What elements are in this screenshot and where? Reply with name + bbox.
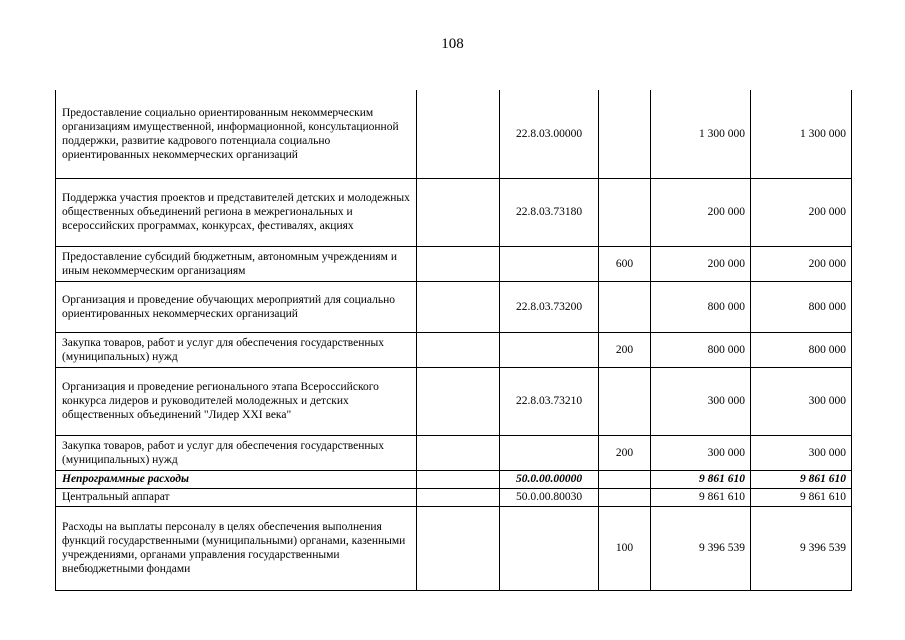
row-name: Организация и проведение регионального этапа Всероссийского конкурса лидеров и руководителей молодежных и детских общественных объединений "Лидер XXI века" [56, 367, 417, 435]
row-vr: 100 [599, 506, 651, 590]
row-vr [599, 281, 651, 332]
row-name: Закупка товаров, работ и услуг для обеспечения государственных (муниципальных) нужд [56, 435, 417, 470]
row-ved [417, 90, 500, 178]
budget-table [55, 90, 852, 591]
row-vr [599, 488, 651, 506]
row-sum2: 1 300 000 [751, 90, 852, 178]
table-row [56, 281, 852, 332]
table-row [56, 332, 852, 367]
row-vr [599, 178, 651, 246]
row-ved [417, 246, 500, 281]
table-row [56, 90, 852, 178]
row-sum1: 1 300 000 [651, 90, 751, 178]
row-vr [599, 470, 651, 488]
row-ved [417, 178, 500, 246]
row-sum2: 800 000 [751, 281, 852, 332]
row-sum1: 300 000 [651, 435, 751, 470]
row-name: Непрограммные расходы [56, 470, 417, 488]
row-sum1: 800 000 [651, 332, 751, 367]
table-row [56, 246, 852, 281]
row-csr: 50.0.00.80030 [500, 488, 599, 506]
row-sum1: 200 000 [651, 178, 751, 246]
row-vr [599, 90, 651, 178]
row-sum2: 9 861 610 [751, 470, 852, 488]
row-csr: 22.8.03.00000 [500, 90, 599, 178]
page-number: 108 [441, 36, 464, 52]
row-csr: 22.8.03.73210 [500, 367, 599, 435]
row-sum1: 9 396 539 [651, 506, 751, 590]
table-row [56, 367, 852, 435]
row-sum1: 300 000 [651, 367, 751, 435]
row-csr [500, 246, 599, 281]
row-csr: 22.8.03.73180 [500, 178, 599, 246]
row-sum2: 9 396 539 [751, 506, 852, 590]
row-vr [599, 367, 651, 435]
row-ved [417, 367, 500, 435]
row-name: Центральный аппарат [56, 488, 417, 506]
row-name: Предоставление социально ориентированным некоммерческим организациям имущественной, информационной, консультационной поддержки, развитие кадрового потенциала социально ориентированных некоммерческих организаций [56, 90, 417, 178]
row-ved [417, 435, 500, 470]
row-vr: 600 [599, 246, 651, 281]
table-row [56, 178, 852, 246]
row-sum1: 800 000 [651, 281, 751, 332]
row-sum1: 9 861 610 [651, 488, 751, 506]
row-name: Закупка товаров, работ и услуг для обеспечения государственных (муниципальных) нужд [56, 332, 417, 367]
row-ved [417, 488, 500, 506]
row-csr [500, 506, 599, 590]
row-vr: 200 [599, 332, 651, 367]
row-sum2: 800 000 [751, 332, 852, 367]
row-ved [417, 332, 500, 367]
row-sum1: 9 861 610 [651, 470, 751, 488]
row-sum2: 200 000 [751, 246, 852, 281]
row-ved [417, 506, 500, 590]
row-name: Расходы на выплаты персоналу в целях обеспечения выполнения функций государственными (муниципальными) органами, казенными учреждениями, органами управления государственными внебюджетными фондами [56, 506, 417, 590]
table-row [56, 435, 852, 470]
row-csr [500, 435, 599, 470]
row-name: Предоставление субсидий бюджетным, автономным учреждениям и иным некоммерческим организациям [56, 246, 417, 281]
row-ved [417, 281, 500, 332]
row-ved [417, 470, 500, 488]
row-sum2: 300 000 [751, 435, 852, 470]
row-sum2: 9 861 610 [751, 488, 852, 506]
table-row [56, 506, 852, 590]
row-csr: 50.0.00.00000 [500, 470, 599, 488]
row-name: Организация и проведение обучающих мероприятий для социально ориентированных некоммерческих организаций [56, 281, 417, 332]
table-row-total [56, 470, 852, 488]
row-csr: 22.8.03.73200 [500, 281, 599, 332]
row-csr [500, 332, 599, 367]
table-row [56, 488, 852, 506]
row-sum1: 200 000 [651, 246, 751, 281]
row-sum2: 200 000 [751, 178, 852, 246]
row-name: Поддержка участия проектов и представителей детских и молодежных общественных объединений региона в межрегиональных и всероссийских программах, конкурсах, фестивалях, акциях [56, 178, 417, 246]
row-vr: 200 [599, 435, 651, 470]
row-sum2: 300 000 [751, 367, 852, 435]
